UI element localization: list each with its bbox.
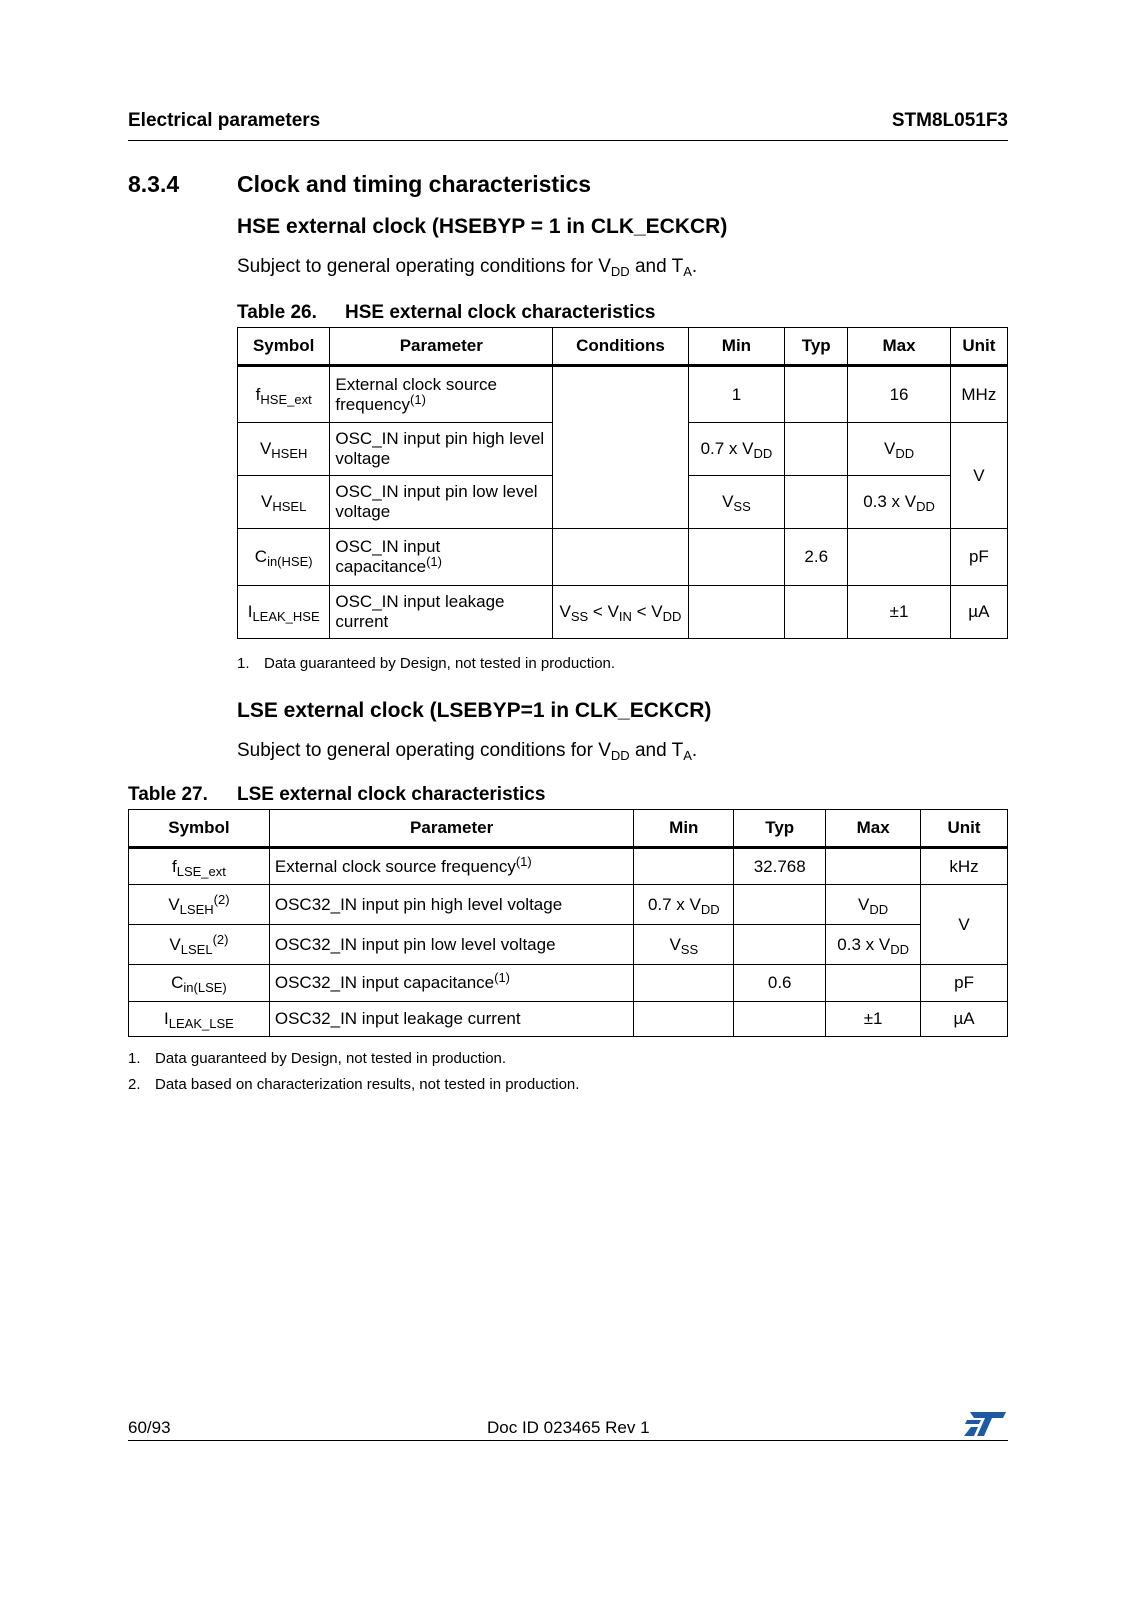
max-cell: ±1 (826, 1002, 921, 1037)
symbol-cell: $I_{LEAK\_LSE}$ (129, 1002, 270, 1037)
parameter-cell: OSC32_IN input leakage current (269, 1002, 633, 1037)
parameter-cell: OSC32_IN input capacitance$^{(1)}$ (269, 965, 633, 1002)
max-cell (848, 529, 950, 586)
typ-cell (734, 885, 826, 925)
running-header-section: Electrical parameters (128, 110, 321, 131)
page-number: 60/93 (128, 1418, 171, 1437)
parameter-cell: OSC_IN input capacitance$^{(1)}$ (330, 529, 553, 586)
column-header: Min (634, 810, 734, 848)
symbol-cell: $C_{in(HSE)}$ (238, 529, 330, 586)
typ-cell (785, 586, 848, 639)
st-logo-icon (962, 1410, 1008, 1438)
parameter-cell: OSC32_IN input pin high level voltage (269, 885, 633, 925)
symbol-cell: $f_{LSE\_ext}$ (129, 848, 270, 885)
column-header: Symbol (238, 328, 330, 366)
table27-caption (128, 784, 545, 806)
parameter-cell: OSC_IN input pin high level voltage (330, 423, 553, 476)
hse-characteristics-table (237, 327, 1008, 639)
max-cell: $V_{DD}$ (848, 423, 950, 476)
typ-cell: 0.6 (734, 965, 826, 1002)
unit-cell: pF (950, 529, 1007, 586)
unit-cell: V (950, 423, 1007, 529)
min-cell: 1 (688, 366, 784, 423)
unit-cell: kHz (921, 848, 1008, 885)
table-row (129, 965, 1008, 1002)
column-header: Typ (734, 810, 826, 848)
column-header: Unit (921, 810, 1008, 848)
typ-cell: 2.6 (785, 529, 848, 586)
parameter-cell: OSC32_IN input pin low level voltage (269, 925, 633, 965)
unit-cell: MHz (950, 366, 1007, 423)
max-cell: $V_{DD}$ (826, 885, 921, 925)
header-rule (128, 140, 1008, 141)
typ-cell: 32.768 (734, 848, 826, 885)
parameter-cell: OSC_IN input pin low level voltage (330, 476, 553, 529)
column-header: Unit (950, 328, 1007, 366)
symbol-cell: $V_{LSEH}^{(2)}$ (129, 885, 270, 925)
table26-title: HSE external clock characteristics (345, 302, 656, 323)
conditions-cell: $V_{SS} < V_{IN} < V_{DD}$ (553, 586, 689, 639)
column-header: Min (688, 328, 784, 366)
lse-intro: Subject to general operating conditions for $V_{DD}$ and $T_A$. (237, 740, 698, 763)
st-logo (962, 1410, 1008, 1438)
column-header: Parameter (330, 328, 553, 366)
column-header: Max (848, 328, 950, 366)
unit-cell: pF (921, 965, 1008, 1002)
min-cell: $V_{SS}$ (634, 925, 734, 965)
parameter-cell: External clock source frequency$^{(1)}$ (330, 366, 553, 423)
max-cell: 0.3 x $V_{DD}$ (848, 476, 950, 529)
table27-footnote-1: 1. Data guaranteed by Design, not tested in production. (128, 1050, 507, 1067)
footer-rule (128, 1440, 1008, 1441)
symbol-cell: $V_{HSEL}$ (238, 476, 330, 529)
symbol-cell: $V_{LSEL}^{(2)}$ (129, 925, 270, 965)
min-cell (688, 586, 784, 639)
max-cell: 16 (848, 366, 950, 423)
column-header: Symbol (129, 810, 270, 848)
max-cell: 0.3 x $V_{DD}$ (826, 925, 921, 965)
table-row (129, 1002, 1008, 1037)
typ-cell (734, 925, 826, 965)
conditions-cell (553, 366, 689, 529)
table26-label: Table 26. (237, 302, 317, 323)
table-row (238, 529, 1008, 586)
section-title: Clock and timing characteristics (237, 171, 592, 197)
table-row (129, 848, 1008, 885)
table-header-row (129, 810, 1008, 848)
symbol-cell: $I_{LEAK\_HSE}$ (238, 586, 330, 639)
table-row (129, 925, 1008, 965)
table-row (238, 366, 1008, 423)
symbol-cell: $V_{HSEH}$ (238, 423, 330, 476)
table27-label: Table 27. (128, 784, 208, 805)
max-cell: ±1 (848, 586, 950, 639)
section-number: 8.3.4 (128, 171, 180, 197)
min-cell (634, 848, 734, 885)
unit-cell: V (921, 885, 1008, 965)
unit-cell: µA (950, 586, 1007, 639)
lse-heading: LSE external clock (LSEBYP=1 in CLK_ECKCR) (237, 699, 712, 722)
table-row (129, 885, 1008, 925)
typ-cell (785, 476, 848, 529)
column-header: Parameter (269, 810, 633, 848)
max-cell (826, 848, 921, 885)
conditions-cell (553, 529, 689, 586)
min-cell (634, 1002, 734, 1037)
unit-cell: µA (921, 1002, 1008, 1037)
min-cell (634, 965, 734, 1002)
column-header: Conditions (553, 328, 689, 366)
typ-cell (785, 366, 848, 423)
table27-title: LSE external clock characteristics (237, 784, 546, 805)
document-id: Doc ID 023465 Rev 1 (487, 1418, 650, 1437)
hse-heading: HSE external clock (HSEBYP = 1 in CLK_ECKCR) (237, 215, 728, 238)
min-cell: $V_{SS}$ (688, 476, 784, 529)
hse-intro: Subject to general operating conditions for $V_{DD}$ and $T_A$. (237, 256, 698, 279)
table-row (238, 586, 1008, 639)
min-cell: 0.7 x $V_{DD}$ (634, 885, 734, 925)
typ-cell (785, 423, 848, 476)
table-header-row (238, 328, 1008, 366)
parameter-cell: OSC_IN input leakage current (330, 586, 553, 639)
min-cell (688, 529, 784, 586)
column-header: Typ (785, 328, 848, 366)
symbol-cell: $f_{HSE\_ext}$ (238, 366, 330, 423)
min-cell: 0.7 x $V_{DD}$ (688, 423, 784, 476)
symbol-cell: $C_{in(LSE)}$ (129, 965, 270, 1002)
column-header: Max (826, 810, 921, 848)
parameter-cell: External clock source frequency$^{(1)}$ (269, 848, 633, 885)
typ-cell (734, 1002, 826, 1037)
table26-footnote: 1. Data guaranteed by Design, not tested in production. (237, 655, 616, 672)
running-header-part: STM8L051F3 (891, 110, 1008, 131)
table26-caption (237, 302, 656, 324)
lse-characteristics-table (128, 809, 1008, 1037)
table27-footnote-2: 2. Data based on characterization results, not tested in production. (128, 1076, 580, 1093)
max-cell (826, 965, 921, 1002)
